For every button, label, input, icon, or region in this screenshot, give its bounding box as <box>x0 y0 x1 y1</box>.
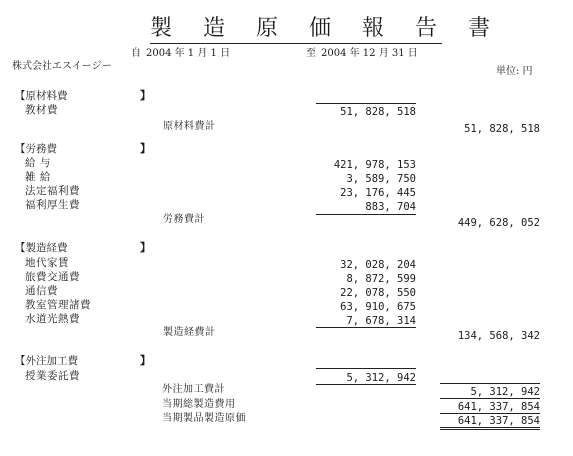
section-header-outsourcing: 【外注加工費 <box>15 355 78 367</box>
outsourcing-subtotal-value: 5, 312, 942 <box>470 386 540 398</box>
outsourcing-subtotal-rule-top <box>440 383 540 384</box>
labor-rule <box>316 214 416 215</box>
overhead-item-value: 22, 078, 550 <box>340 287 416 299</box>
outsourcing-rule-top <box>316 368 416 369</box>
labor-item-value: 421, 978, 153 <box>333 159 416 171</box>
period-to-date: 2004 年 12 月 31 日 <box>321 48 418 59</box>
overhead-subtotal-label: 製造経費計 <box>163 327 216 338</box>
section-bracket-materials: 】 <box>140 89 151 102</box>
period-from-label: 自 <box>131 48 141 59</box>
labor-item-label: 雑 給 <box>25 171 51 183</box>
overhead-item-label: 地代家賃 <box>25 257 69 269</box>
materials-item-label: 教材費 <box>25 104 58 116</box>
overhead-rule <box>316 327 416 328</box>
title-underline <box>150 43 442 44</box>
overhead-item-value: 8, 872, 599 <box>346 273 416 285</box>
materials-subtotal-label: 原材料費計 <box>163 121 216 132</box>
section-header-overhead: 【製造経費 <box>15 242 68 254</box>
overhead-item-value: 63, 910, 675 <box>340 301 416 313</box>
labor-item-value: 23, 176, 445 <box>340 187 416 199</box>
materials-subtotal-value: 51, 828, 518 <box>464 123 540 135</box>
overhead-subtotal-value: 134, 568, 342 <box>457 330 540 342</box>
section-bracket-overhead: 】 <box>140 241 151 254</box>
total-cost-rule <box>440 413 540 414</box>
unit-label: 単位: 円 <box>496 66 533 77</box>
product-cost-double-rule-bottom <box>440 429 540 430</box>
section-header-materials: 【原材料費 <box>15 90 68 102</box>
overhead-item-value: 7, 678, 314 <box>346 315 416 327</box>
total-cost-value: 641, 337, 854 <box>457 401 540 413</box>
labor-subtotal-value: 449, 628, 052 <box>457 217 540 229</box>
outsourcing-item-label: 授業委託費 <box>25 370 80 382</box>
overhead-item-label: 旅費交通費 <box>25 271 80 283</box>
section-header-labor: 【労務費 <box>15 143 57 155</box>
overhead-item-label: 通信費 <box>25 285 58 297</box>
overhead-item-label: 水道光熱費 <box>25 313 80 325</box>
section-bracket-labor: 】 <box>140 142 151 155</box>
outsourcing-subtotal-rule-bottom <box>440 398 540 399</box>
outsourcing-item-value: 5, 312, 942 <box>346 372 416 384</box>
page-title: 製 造 原 価 報 告 書 <box>150 16 502 41</box>
company-name: 株式会社エスイージー <box>12 61 112 72</box>
outsourcing-subtotal-label: 外注加工費計 <box>162 384 225 395</box>
period-to-label: 至 <box>306 48 316 59</box>
materials-rule-top <box>316 103 416 104</box>
outsourcing-rule-bottom <box>316 384 416 385</box>
labor-item-label: 給 与 <box>25 157 51 169</box>
product-cost-label: 当期製品製造原価 <box>162 413 246 424</box>
total-cost-label: 当期総製造費用 <box>162 399 236 410</box>
section-bracket-outsourcing: 】 <box>140 354 151 367</box>
labor-item-value: 3, 589, 750 <box>346 173 416 185</box>
labor-subtotal-label: 労務費計 <box>163 214 205 225</box>
labor-item-label: 福利厚生費 <box>25 199 80 211</box>
period-from-date: 2004 年 1 月 1 日 <box>146 48 231 59</box>
materials-item-value: 51, 828, 518 <box>340 106 416 118</box>
product-cost-value: 641, 337, 854 <box>457 415 540 427</box>
labor-item-label: 法定福利費 <box>25 185 80 197</box>
overhead-item-value: 32, 028, 204 <box>340 259 416 271</box>
overhead-item-label: 教室管理諸費 <box>25 299 91 311</box>
product-cost-double-rule-top <box>440 427 540 428</box>
labor-item-value: 883, 704 <box>365 201 416 213</box>
